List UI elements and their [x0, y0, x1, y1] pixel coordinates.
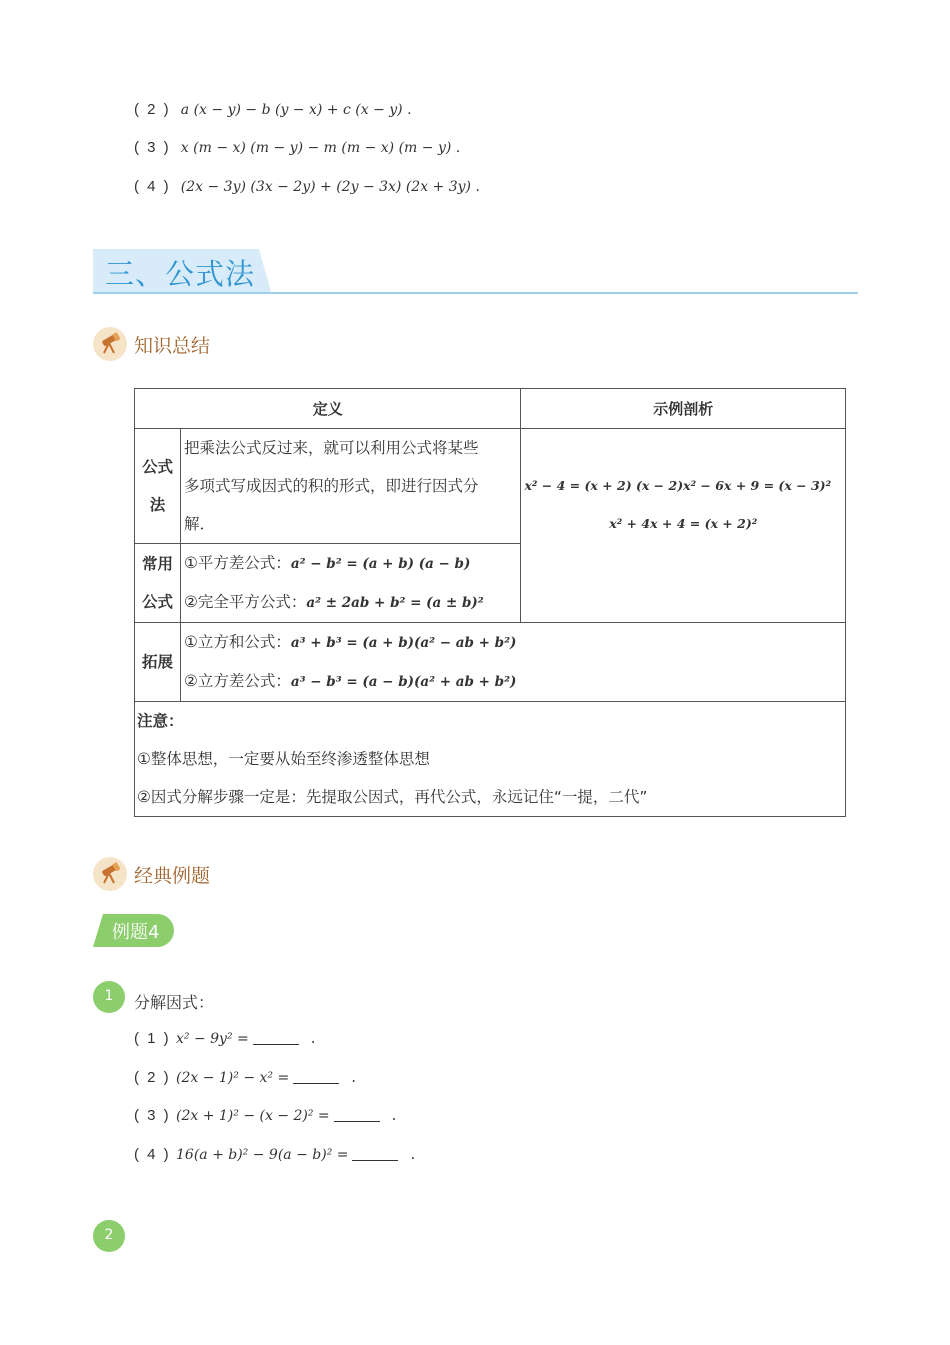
- problem-expression: (2x − 3y) (3x − 2y) + (2y − 3x) (2x + 3y) .: [180, 179, 480, 195]
- part-suffix: .: [310, 1029, 316, 1047]
- question-number-badge: 2: [93, 1220, 125, 1252]
- definition-line: 多项式写成因式的积的形式，即进行因式分: [184, 477, 479, 495]
- part-suffix: .: [351, 1068, 356, 1086]
- note-line: ②因式分解步骤一定是：先提取公因式，再代公式，永远记住“一提，二代”: [137, 788, 648, 806]
- problem-number: ( 2 ): [134, 101, 171, 118]
- problem-2: [134, 100, 412, 118]
- row-label-line: 常用: [141, 555, 173, 573]
- note-title: 注意：: [137, 712, 184, 730]
- question-number-badge: 1: [93, 981, 125, 1013]
- note-line: ①整体思想，一定要从始至终渗透整体思想: [137, 750, 430, 768]
- row-label-extension: 拓展: [135, 623, 181, 702]
- header-definition: 定义: [135, 389, 521, 429]
- extension-cell: [181, 623, 846, 702]
- formula-math: a³ − b³ = (a − b)(a² + ab + b²): [290, 674, 517, 690]
- row-label-common-formulas: [135, 544, 181, 623]
- common-formulas-cell: [181, 544, 521, 623]
- knowledge-heading-label: 知识总结: [134, 334, 211, 357]
- answer-blank[interactable]: [334, 1107, 380, 1122]
- formula-table: [134, 388, 846, 817]
- definition-line: 把乘法公式反过来，就可以利用公式将某些: [184, 439, 479, 457]
- question-part: [134, 1029, 316, 1047]
- question-part: [134, 1068, 356, 1086]
- examples-heading: [93, 856, 210, 892]
- problem-expression: x (m − x) (m − y) − m (m − x) (m − y) .: [180, 140, 461, 156]
- formula-line: [181, 662, 845, 701]
- table-row: [135, 623, 846, 702]
- answer-blank[interactable]: [253, 1030, 299, 1045]
- row-label-formula-method: [135, 429, 181, 544]
- note-cell: [135, 702, 846, 817]
- example-cell: [521, 429, 846, 623]
- problem-3: [134, 138, 460, 156]
- row-label-line: 法: [149, 496, 166, 514]
- row-label-line: 公式: [141, 593, 173, 611]
- formula-math: a² − b² = (a + b) (a − b): [290, 556, 471, 572]
- answer-blank[interactable]: [293, 1069, 339, 1084]
- knowledge-heading: [93, 326, 210, 362]
- table-row: [135, 429, 846, 544]
- part-expression: x² − 9y² =: [176, 1031, 249, 1047]
- part-number: ( 2 ): [134, 1069, 171, 1086]
- formula-name: ②立方差公式：: [184, 672, 291, 690]
- part-expression: (2x − 1)² − x² =: [176, 1070, 290, 1086]
- telescope-icon: [93, 857, 127, 891]
- definition-line: 解．: [184, 515, 216, 533]
- telescope-icon: [93, 327, 127, 361]
- problem-number: ( 3 ): [134, 139, 171, 156]
- formula-name: ①平方差公式：: [184, 554, 291, 572]
- question-part: [134, 1145, 415, 1163]
- part-expression: (2x + 1)² − (x − 2)² =: [176, 1108, 330, 1124]
- example-badge: [93, 914, 174, 947]
- question-prompt: 分解因式：: [134, 993, 215, 1012]
- formula-line: [184, 544, 517, 583]
- section-title: 三、公式法: [105, 257, 256, 291]
- example-badge-label: 例题4: [112, 922, 160, 943]
- problem-4: [134, 177, 480, 195]
- part-number: ( 4 ): [134, 1146, 171, 1163]
- problem-number: ( 4 ): [134, 178, 171, 195]
- header-example: 示例剖析: [521, 389, 846, 429]
- formula-line: [181, 623, 845, 662]
- example-line: x² − 4 = (x + 2) (x − 2)x² − 6x + 9 = (x − 3)²: [524, 478, 832, 493]
- section-heading: [93, 249, 858, 294]
- formula-name: ②完全平方公式：: [184, 593, 307, 611]
- question-part: [134, 1106, 396, 1124]
- table-header-row: [135, 389, 846, 429]
- formula-math: a² ± 2ab + b² = (a ± b)²: [306, 595, 484, 611]
- part-number: ( 1 ): [134, 1030, 171, 1047]
- formula-line: [184, 583, 517, 622]
- row-label-line: 公式: [141, 458, 173, 476]
- formula-math: a³ + b³ = (a + b)(a² − ab + b²): [290, 635, 517, 651]
- part-suffix: .: [410, 1145, 416, 1163]
- part-suffix: .: [391, 1106, 397, 1124]
- part-number: ( 3 ): [134, 1107, 171, 1124]
- definition-cell: [181, 429, 521, 544]
- formula-name: ①立方和公式：: [184, 633, 291, 651]
- example-line: x² + 4x + 4 = (x + 2)²: [609, 516, 758, 531]
- part-expression: 16(a + b)² − 9(a − b)² =: [176, 1147, 349, 1163]
- problem-expression: a (x − y) − b (y − x) + c (x − y) .: [180, 102, 412, 118]
- table-row: [135, 702, 846, 817]
- examples-heading-label: 经典例题: [134, 864, 211, 887]
- answer-blank[interactable]: [352, 1146, 398, 1161]
